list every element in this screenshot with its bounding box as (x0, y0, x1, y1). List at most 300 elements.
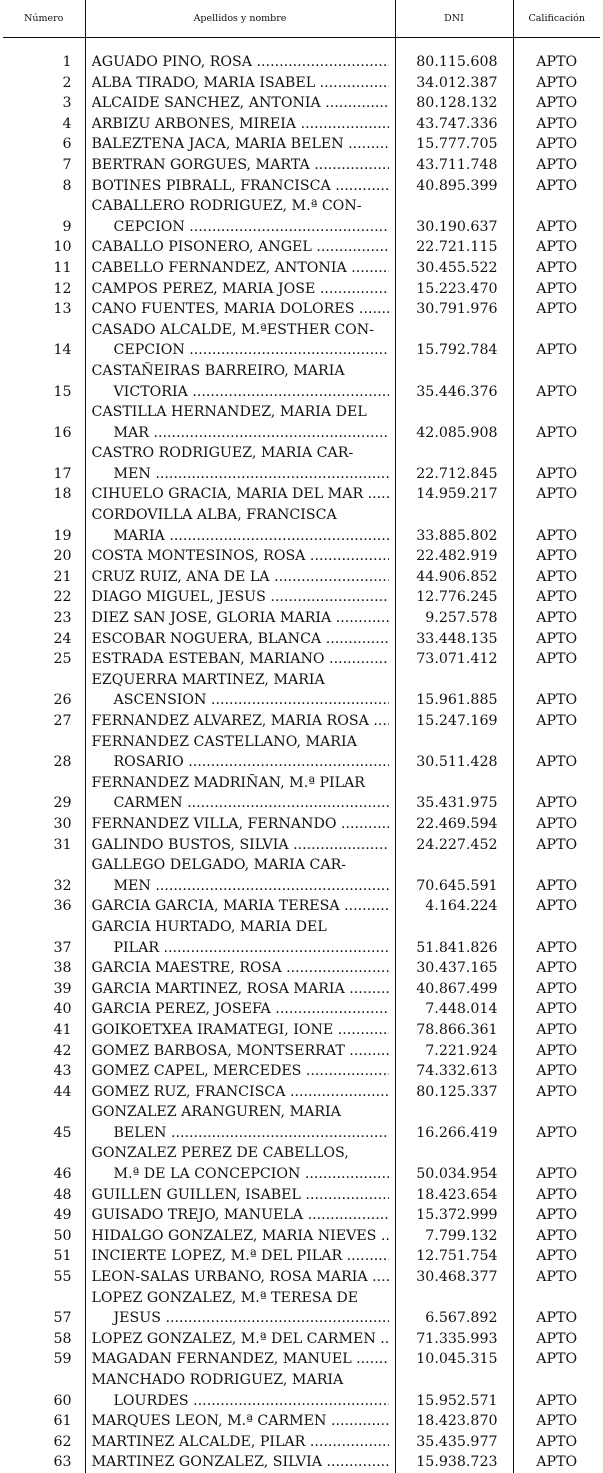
row-name (85, 1102, 395, 1143)
row-number: 32 (3, 855, 85, 896)
table-row (3, 402, 600, 443)
table-row (3, 1041, 600, 1062)
row-calificacion: APTO (536, 465, 578, 482)
row-calificacion: APTO (536, 1248, 578, 1265)
row-dni: 35.435.977 (395, 1432, 513, 1453)
row-calificacion: APTO (536, 1001, 578, 1018)
table-row (3, 629, 600, 650)
row-name (85, 649, 395, 670)
name-line: CANO FUENTES, MARIA DOLORES ..... (92, 299, 389, 320)
row-number: 63 (3, 1452, 85, 1473)
row-dni: 42.085.908 (395, 402, 513, 443)
name-line: GARCIA MARTINEZ, ROSA MARIA ..... (92, 979, 389, 1000)
name-line: CASTAÑEIRAS BARREIRO, MARIA (91, 362, 345, 379)
row-calificacion: APTO (536, 1454, 578, 1471)
row-name (85, 546, 395, 567)
row-dni: 24.227.452 (395, 835, 513, 856)
row-calificacion: APTO (536, 939, 578, 956)
row-number: 7 (3, 155, 85, 176)
name-line: GOMEZ RUZ, FRANCISCA ..... (92, 1082, 389, 1103)
row-dni: 80.115.608 (395, 38, 513, 73)
row-calificacion: APTO (536, 877, 578, 894)
name-line: GARCIA GARCIA, MARIA TERESA ..... (92, 896, 389, 917)
table-row (3, 1205, 600, 1226)
row-dni: 22.482.919 (395, 546, 513, 567)
row-number: 9 (3, 196, 85, 237)
row-number: 46 (3, 1143, 85, 1184)
row-name (85, 258, 395, 279)
row-dni: 15.938.723 (395, 1452, 513, 1473)
row-name (85, 196, 395, 237)
row-name (85, 917, 395, 958)
row-number: 55 (3, 1267, 85, 1288)
header-numero: Número (3, 0, 85, 38)
table-row (3, 1246, 600, 1267)
row-calificacion: APTO (536, 95, 578, 112)
table-row (3, 1370, 600, 1411)
row-dni: 6.567.892 (395, 1288, 513, 1329)
row-name (85, 1226, 395, 1247)
row-calificacion: APTO (536, 301, 578, 318)
row-number: 28 (3, 732, 85, 773)
row-name (85, 1061, 395, 1082)
row-dni: 35.431.975 (395, 773, 513, 814)
row-calificacion: APTO (536, 754, 578, 771)
table-row (3, 546, 600, 567)
row-dni: 43.711.748 (395, 155, 513, 176)
table-row (3, 484, 600, 505)
row-number: 61 (3, 1411, 85, 1432)
row-calificacion: APTO (536, 1269, 578, 1286)
row-number: 49 (3, 1205, 85, 1226)
row-name (85, 176, 395, 197)
row-dni: 70.645.591 (395, 855, 513, 896)
row-name (85, 402, 395, 443)
row-dni: 40.895.399 (395, 176, 513, 197)
row-dni: 30.437.165 (395, 958, 513, 979)
row-dni: 9.257.578 (395, 608, 513, 629)
table-header (3, 0, 600, 38)
row-dni: 30.455.522 (395, 258, 513, 279)
row-dni: 43.747.336 (395, 114, 513, 135)
row-number: 39 (3, 979, 85, 1000)
row-dni: 7.448.014 (395, 999, 513, 1020)
row-number: 16 (3, 402, 85, 443)
row-calificacion: APTO (536, 1310, 578, 1327)
row-name (85, 1288, 395, 1329)
row-calificacion: APTO (536, 527, 578, 544)
name-line: AGUADO PINO, ROSA ..... (92, 52, 389, 73)
name-line: ESTRADA ESTEBAN, MARIANO ..... (92, 649, 389, 670)
row-calificacion: APTO (536, 692, 578, 709)
row-number: 10 (3, 237, 85, 258)
name-line: MEN ..... (92, 876, 389, 897)
name-line: BERTRAN GORGUES, MARTA ..... (92, 155, 389, 176)
row-name (85, 587, 395, 608)
row-number: 2 (3, 73, 85, 94)
row-number: 3 (3, 93, 85, 114)
row-name (85, 629, 395, 650)
row-name (85, 1329, 395, 1350)
name-line: MARTINEZ ALCALDE, PILAR ..... (92, 1432, 389, 1453)
row-number: 30 (3, 814, 85, 835)
row-name (85, 958, 395, 979)
row-calificacion: APTO (536, 1207, 578, 1224)
name-line: ESCOBAR NOGUERA, BLANCA ..... (92, 629, 389, 650)
row-calificacion: APTO (536, 1392, 578, 1409)
row-name (85, 237, 395, 258)
table-row (3, 361, 600, 402)
row-dni: 44.906.852 (395, 567, 513, 588)
header-calificacion: Calificación (513, 0, 600, 38)
name-line: CABELLO FERNANDEZ, ANTONIA ..... (92, 258, 389, 279)
row-calificacion: APTO (536, 74, 578, 91)
name-line: HIDALGO GONZALEZ, MARIA NIEVES ..... (92, 1226, 389, 1247)
row-number: 21 (3, 567, 85, 588)
row-dni: 4.164.224 (395, 896, 513, 917)
table-row (3, 1288, 600, 1329)
row-dni: 15.952.571 (395, 1370, 513, 1411)
row-dni: 73.071.412 (395, 649, 513, 670)
row-number: 44 (3, 1082, 85, 1103)
row-name (85, 443, 395, 484)
table-row (3, 896, 600, 917)
name-line: BOTINES PIBRALL, FRANCISCA ..... (92, 176, 389, 197)
row-dni: 10.045.315 (395, 1349, 513, 1370)
name-line: GUISADO TREJO, MANUELA ..... (92, 1205, 389, 1226)
row-name (85, 114, 395, 135)
name-line: GOIKOETXEA IRAMATEGI, IONE ..... (92, 1020, 389, 1041)
row-number: 43 (3, 1061, 85, 1082)
table-row (3, 1267, 600, 1288)
row-number: 42 (3, 1041, 85, 1062)
row-calificacion: APTO (536, 630, 578, 647)
table-row (3, 73, 600, 94)
row-name (85, 38, 395, 73)
row-dni: 40.867.499 (395, 979, 513, 1000)
row-number: 29 (3, 773, 85, 814)
table-row (3, 1329, 600, 1350)
row-dni: 30.511.428 (395, 732, 513, 773)
name-line: GONZALEZ PEREZ DE CABELLOS, (91, 1145, 349, 1162)
name-line: PILAR ..... (92, 938, 389, 959)
table-row (3, 835, 600, 856)
row-number: 26 (3, 670, 85, 711)
row-calificacion: APTO (536, 1227, 578, 1244)
name-line: FERNANDEZ ALVAREZ, MARIA ROSA ..... (92, 711, 389, 732)
row-dni: 12.776.245 (395, 587, 513, 608)
name-line: DIEZ SAN JOSE, GLORIA MARIA ..... (92, 608, 389, 629)
row-name (85, 814, 395, 835)
name-line: LEON-SALAS URBANO, ROSA MARIA ..... (92, 1267, 389, 1288)
name-line: GOMEZ BARBOSA, MONTSERRAT ..... (92, 1041, 389, 1062)
row-number: 4 (3, 114, 85, 135)
table-row (3, 114, 600, 135)
name-line: ROSARIO ..... (92, 752, 389, 773)
row-number: 18 (3, 484, 85, 505)
name-line: JESUS ..... (92, 1308, 389, 1329)
row-calificacion: APTO (536, 548, 578, 565)
row-dni: 15.372.999 (395, 1205, 513, 1226)
table-row (3, 711, 600, 732)
row-name (85, 505, 395, 546)
row-calificacion: APTO (536, 54, 578, 70)
row-number: 8 (3, 176, 85, 197)
row-name (85, 1370, 395, 1411)
row-calificacion: APTO (536, 960, 578, 977)
row-name (85, 1143, 395, 1184)
row-calificacion: APTO (536, 1042, 578, 1059)
name-line: MARIA ..... (92, 526, 389, 547)
row-calificacion: APTO (536, 136, 578, 153)
name-line: MANCHADO RODRIGUEZ, MARIA (91, 1372, 344, 1388)
row-name (85, 1267, 395, 1288)
table-row (3, 1143, 600, 1184)
row-number: 6 (3, 134, 85, 155)
row-calificacion: APTO (536, 383, 578, 400)
name-line: CASTRO RODRIGUEZ, MARIA CAR- (91, 445, 354, 462)
header-apellidos-nombre: Apellidos y nombre (85, 0, 395, 38)
row-name (85, 484, 395, 505)
row-dni: 22.469.594 (395, 814, 513, 835)
row-dni: 12.751.754 (395, 1246, 513, 1267)
name-line: GARCIA HURTADO, MARIA DEL (91, 918, 327, 935)
name-line: ASCENSION ..... (92, 690, 389, 711)
row-calificacion: APTO (536, 177, 578, 194)
row-calificacion: APTO (536, 815, 578, 832)
table-row (3, 855, 600, 896)
row-number: 48 (3, 1185, 85, 1206)
name-line: VICTORIA ..... (92, 382, 389, 403)
table-row (3, 670, 600, 711)
row-name (85, 670, 395, 711)
table-row (3, 814, 600, 835)
table-row (3, 567, 600, 588)
table-row (3, 134, 600, 155)
row-name (85, 1205, 395, 1226)
name-line: DIAGO MIGUEL, JESUS ..... (92, 587, 389, 608)
row-dni: 33.448.135 (395, 629, 513, 650)
table-row (3, 176, 600, 197)
row-calificacion: APTO (536, 1083, 578, 1100)
row-dni: 15.792.784 (395, 320, 513, 361)
row-number: 15 (3, 361, 85, 402)
row-number: 11 (3, 258, 85, 279)
name-line: FERNANDEZ VILLA, FERNANDO ..... (92, 814, 389, 835)
row-dni: 15.961.885 (395, 670, 513, 711)
row-dni: 78.866.361 (395, 1020, 513, 1041)
name-line: CRUZ RUIZ, ANA DE LA ..... (92, 567, 389, 588)
row-calificacion: APTO (536, 115, 578, 132)
row-calificacion: APTO (536, 1021, 578, 1038)
row-calificacion: APTO (536, 1351, 578, 1368)
table-row (3, 196, 600, 237)
row-name (85, 1411, 395, 1432)
row-name (85, 134, 395, 155)
row-name (85, 1349, 395, 1370)
row-name (85, 73, 395, 94)
name-line: GALLEGO DELGADO, MARIA CAR- (91, 857, 347, 874)
row-calificacion: APTO (536, 486, 578, 503)
table-row (3, 1061, 600, 1082)
row-name (85, 93, 395, 114)
row-dni: 15.247.169 (395, 711, 513, 732)
row-dni: 16.266.419 (395, 1102, 513, 1143)
name-line: GOMEZ CAPEL, MERCEDES ..... (92, 1061, 389, 1082)
table-row (3, 979, 600, 1000)
name-line: BELEN ..... (92, 1123, 389, 1144)
row-dni: 80.125.337 (395, 1082, 513, 1103)
row-number: 13 (3, 299, 85, 320)
row-calificacion: APTO (536, 1433, 578, 1450)
row-calificacion: APTO (536, 1166, 578, 1183)
row-dni: 30.190.637 (395, 196, 513, 237)
row-calificacion: APTO (536, 1413, 578, 1430)
row-calificacion: APTO (536, 280, 578, 297)
name-line: LOURDES ..... (92, 1391, 389, 1412)
name-line: CIHUELO GRACIA, MARIA DEL MAR ..... (92, 484, 389, 505)
row-number: 41 (3, 1020, 85, 1041)
table-row (3, 258, 600, 279)
candidates-table (3, 0, 600, 1473)
table-row (3, 279, 600, 300)
row-name (85, 1432, 395, 1453)
row-dni: 15.777.705 (395, 134, 513, 155)
row-number: 45 (3, 1102, 85, 1143)
row-number: 57 (3, 1288, 85, 1329)
row-number: 27 (3, 711, 85, 732)
row-dni: 50.034.954 (395, 1143, 513, 1184)
name-line: GARCIA PEREZ, JOSEFA ..... (92, 999, 389, 1020)
name-line: CABALLO PISONERO, ANGEL ..... (92, 237, 389, 258)
row-dni: 71.335.993 (395, 1329, 513, 1350)
table-row (3, 443, 600, 484)
row-dni: 30.791.976 (395, 299, 513, 320)
row-number: 1 (3, 38, 85, 73)
row-dni: 33.885.802 (395, 505, 513, 546)
row-number: 51 (3, 1246, 85, 1267)
row-name (85, 567, 395, 588)
row-calificacion: APTO (536, 259, 578, 276)
table-row (3, 299, 600, 320)
name-line: ALCAIDE SANCHEZ, ANTONIA ..... (92, 93, 389, 114)
name-line: M.ª DE LA CONCEPCION ..... (92, 1164, 389, 1185)
row-name (85, 1082, 395, 1103)
row-name (85, 773, 395, 814)
name-line: CORDOVILLA ALBA, FRANCISCA (91, 507, 337, 524)
table-row (3, 93, 600, 114)
row-name (85, 320, 395, 361)
row-name (85, 1246, 395, 1267)
row-calificacion: APTO (536, 239, 578, 256)
row-name (85, 979, 395, 1000)
name-line: MAGADAN FERNANDEZ, MANUEL ..... (92, 1349, 389, 1370)
row-number: 12 (3, 279, 85, 300)
row-name (85, 1185, 395, 1206)
row-calificacion: APTO (536, 713, 578, 729)
row-dni: 30.468.377 (395, 1267, 513, 1288)
name-line: ARBIZU ARBONES, MIREIA ..... (92, 114, 389, 135)
row-number: 22 (3, 587, 85, 608)
row-dni: 7.799.132 (395, 1226, 513, 1247)
row-number: 40 (3, 999, 85, 1020)
row-dni: 15.223.470 (395, 279, 513, 300)
table-row (3, 1452, 600, 1473)
table-body (3, 38, 600, 1473)
row-name (85, 711, 395, 732)
name-line: MARTINEZ GONZALEZ, SILVIA ..... (92, 1452, 389, 1473)
row-name (85, 1452, 395, 1473)
table-row (3, 1411, 600, 1432)
name-line: FERNANDEZ MADRIÑAN, M.ª PILAR (91, 774, 365, 791)
name-line: CEPCION ..... (92, 217, 389, 238)
row-dni: 18.423.654 (395, 1185, 513, 1206)
row-number: 31 (3, 835, 85, 856)
table-row (3, 917, 600, 958)
table-row (3, 320, 600, 361)
row-dni: 35.446.376 (395, 361, 513, 402)
row-name (85, 855, 395, 896)
row-calificacion: APTO (536, 342, 578, 359)
table-row (3, 38, 600, 73)
row-calificacion: APTO (536, 156, 578, 173)
row-number: 14 (3, 320, 85, 361)
row-number: 24 (3, 629, 85, 650)
table-row (3, 1432, 600, 1453)
row-dni: 74.332.613 (395, 1061, 513, 1082)
table-row (3, 649, 600, 670)
table-row (3, 1349, 600, 1370)
table-row (3, 958, 600, 979)
row-calificacion: APTO (536, 218, 578, 235)
name-line: CASADO ALCALDE, M.ªESTHER CON- (91, 321, 374, 338)
name-line: COSTA MONTESINOS, ROSA ..... (92, 546, 389, 567)
name-line: GALINDO BUSTOS, SILVIA ..... (92, 835, 389, 856)
table-row (3, 773, 600, 814)
row-dni: 22.712.845 (395, 443, 513, 484)
row-calificacion: APTO (536, 651, 578, 668)
table-row (3, 1020, 600, 1041)
row-calificacion: APTO (536, 836, 578, 853)
table-row (3, 237, 600, 258)
row-name (85, 1041, 395, 1062)
table-row (3, 732, 600, 773)
name-line: LOPEZ GONZALEZ, M.ª TERESA DE (91, 1289, 359, 1306)
table-row (3, 999, 600, 1020)
row-dni: 7.221.924 (395, 1041, 513, 1062)
name-line: CEPCION ..... (92, 340, 389, 361)
name-line: CABALLERO RODRIGUEZ, M.ª CON- (91, 198, 362, 215)
row-number: 20 (3, 546, 85, 567)
name-line: LOPEZ GONZALEZ, M.ª DEL CARMEN ..... (92, 1329, 389, 1350)
table-row (3, 608, 600, 629)
row-calificacion: APTO (536, 424, 578, 441)
row-number: 58 (3, 1329, 85, 1350)
row-calificacion: APTO (536, 795, 578, 812)
row-dni: 80.128.132 (395, 93, 513, 114)
table-row (3, 1082, 600, 1103)
row-number: 59 (3, 1349, 85, 1370)
row-number: 17 (3, 443, 85, 484)
row-dni: 14.959.217 (395, 484, 513, 505)
row-calificacion: APTO (536, 898, 578, 915)
name-line: CAMPOS PEREZ, MARIA JOSE ..... (92, 279, 389, 300)
row-dni: 34.012.387 (395, 73, 513, 94)
row-dni: 22.721.115 (395, 237, 513, 258)
name-line: MAR ..... (92, 423, 389, 444)
row-name (85, 361, 395, 402)
row-number: 19 (3, 505, 85, 546)
